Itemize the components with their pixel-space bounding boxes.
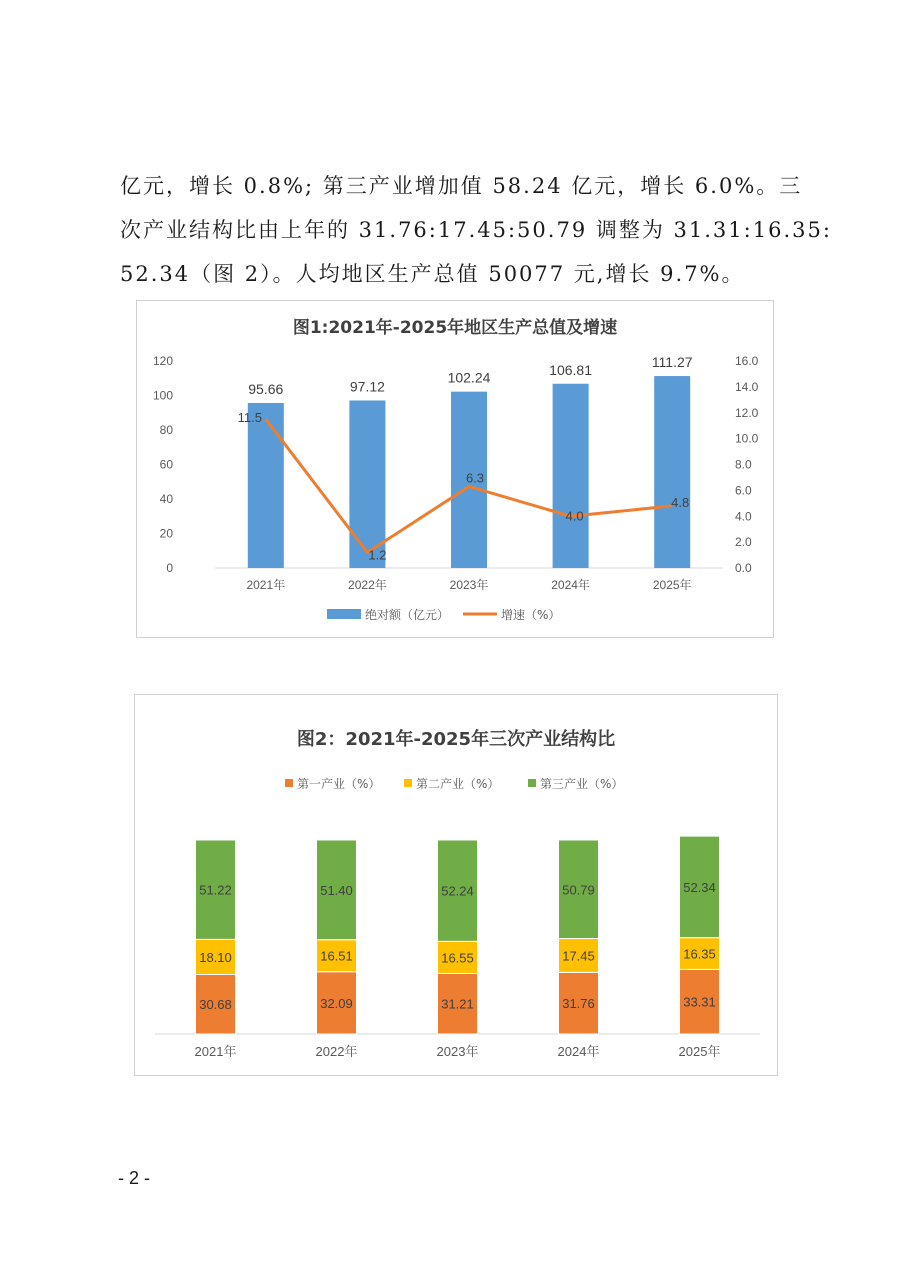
legend-swatch-1 <box>285 779 293 787</box>
stack-segment-label: 30.68 <box>199 997 232 1013</box>
legend-label-1: 第一产业（%） <box>297 777 381 791</box>
x-axis-tick: 2021年 <box>246 578 286 592</box>
gdp-bar-label: 102.24 <box>447 369 491 386</box>
gdp-bar-label: 95.66 <box>248 380 284 397</box>
legend-label-2: 第二产业（%） <box>416 777 500 791</box>
y-axis-left-tick: 100 <box>152 388 173 403</box>
stack-segment-label: 33.31 <box>683 994 716 1010</box>
gdp-bar-label: 106.81 <box>549 361 593 378</box>
gdp-bar <box>553 384 589 568</box>
stack-segment-label: 31.76 <box>562 996 595 1012</box>
x-axis-tick: 2024年 <box>557 1044 600 1059</box>
x-axis-tick: 2023年 <box>436 1044 479 1059</box>
y-axis-left-tick: 20 <box>159 526 173 541</box>
x-axis-tick: 2024年 <box>551 578 590 592</box>
page-number: - 2 - <box>118 1168 151 1188</box>
stack-segment-label: 32.09 <box>320 995 353 1011</box>
y-axis-left-tick: 60 <box>159 457 173 472</box>
stack-segment-label: 51.40 <box>320 882 353 898</box>
growth-line-label: 6.3 <box>465 470 485 486</box>
y-axis-left-tick: 120 <box>152 354 173 368</box>
gdp-chart-svg <box>137 301 773 637</box>
industry-structure-chart <box>134 694 778 1076</box>
growth-line-label: 1.2 <box>368 547 387 563</box>
y-axis-right-tick: 6.0 <box>735 483 752 498</box>
legend-label-3: 第三产业（%） <box>540 777 624 791</box>
y-axis-right-tick: 14.0 <box>735 379 759 394</box>
legend-label-line: 增速（%） <box>501 608 561 622</box>
y-axis-right-tick: 4.0 <box>735 509 752 524</box>
x-axis-tick: 2025年 <box>678 1044 721 1059</box>
chart-title: 图1:2021年-2025年地区生产总值及增速 <box>292 318 618 338</box>
x-axis-tick: 2021年 <box>194 1044 237 1059</box>
gdp-bar-label: 111.27 <box>651 354 693 371</box>
stack-segment-label: 16.55 <box>441 950 474 966</box>
legend-swatch-2 <box>404 779 412 787</box>
y-axis-right-tick: 8.0 <box>735 457 752 472</box>
growth-line-label: 4.8 <box>671 494 690 510</box>
stack-segment-label: 17.45 <box>562 948 595 964</box>
y-axis-left-tick: 0 <box>166 561 173 575</box>
paragraph-line-3: 52.34（图 2）。人均地区生产总值 50077 元,增长 9.7%。 <box>120 262 745 286</box>
stack-segment-label: 16.35 <box>683 946 716 962</box>
y-axis-right-tick: 12.0 <box>735 405 759 420</box>
gdp-chart <box>136 300 774 638</box>
stack-segment-label: 51.22 <box>199 882 232 898</box>
y-axis-right-tick: 16.0 <box>735 354 759 368</box>
gdp-bar-label: 97.12 <box>349 378 385 395</box>
chart-title: 图2：2021年-2025年三次产业结构比 <box>296 729 616 750</box>
legend-swatch-bar <box>327 609 361 619</box>
stack-segment-label: 52.24 <box>441 883 474 899</box>
y-axis-right-tick: 0.0 <box>735 561 752 575</box>
y-axis-left-tick: 80 <box>159 423 173 437</box>
stack-segment-label: 18.10 <box>199 949 232 965</box>
paragraph-line-1: 亿元，增长 0.8%; 第三产业增加值 58.24 亿元，增长 6.0%。三 <box>120 174 803 198</box>
growth-line-label: 4.0 <box>565 508 584 524</box>
x-axis-tick: 2025年 <box>652 578 692 592</box>
legend-swatch-3 <box>528 779 536 787</box>
stack-segment-label: 50.79 <box>562 882 595 898</box>
x-axis-tick: 2022年 <box>315 1044 358 1059</box>
growth-line-label: 11.5 <box>237 410 262 426</box>
y-axis-right-tick: 2.0 <box>735 535 752 550</box>
y-axis-left-tick: 40 <box>159 492 173 506</box>
legend-label-bar: 绝对额（亿元） <box>365 608 450 622</box>
x-axis-tick: 2023年 <box>449 578 489 592</box>
paragraph-line-2: 次产业结构比由上年的 31.76:17.45:50.79 调整为 31.31:16.35: <box>120 218 832 242</box>
stack-segment-label: 31.21 <box>441 996 474 1012</box>
industry-structure-chart-svg <box>135 695 777 1075</box>
x-axis-tick: 2022年 <box>348 578 387 592</box>
y-axis-right-tick: 10.0 <box>735 431 759 446</box>
gdp-bar <box>248 403 284 568</box>
gdp-bar <box>654 376 690 568</box>
stack-segment-label: 52.34 <box>683 879 716 895</box>
stack-segment-label: 16.51 <box>320 948 353 964</box>
